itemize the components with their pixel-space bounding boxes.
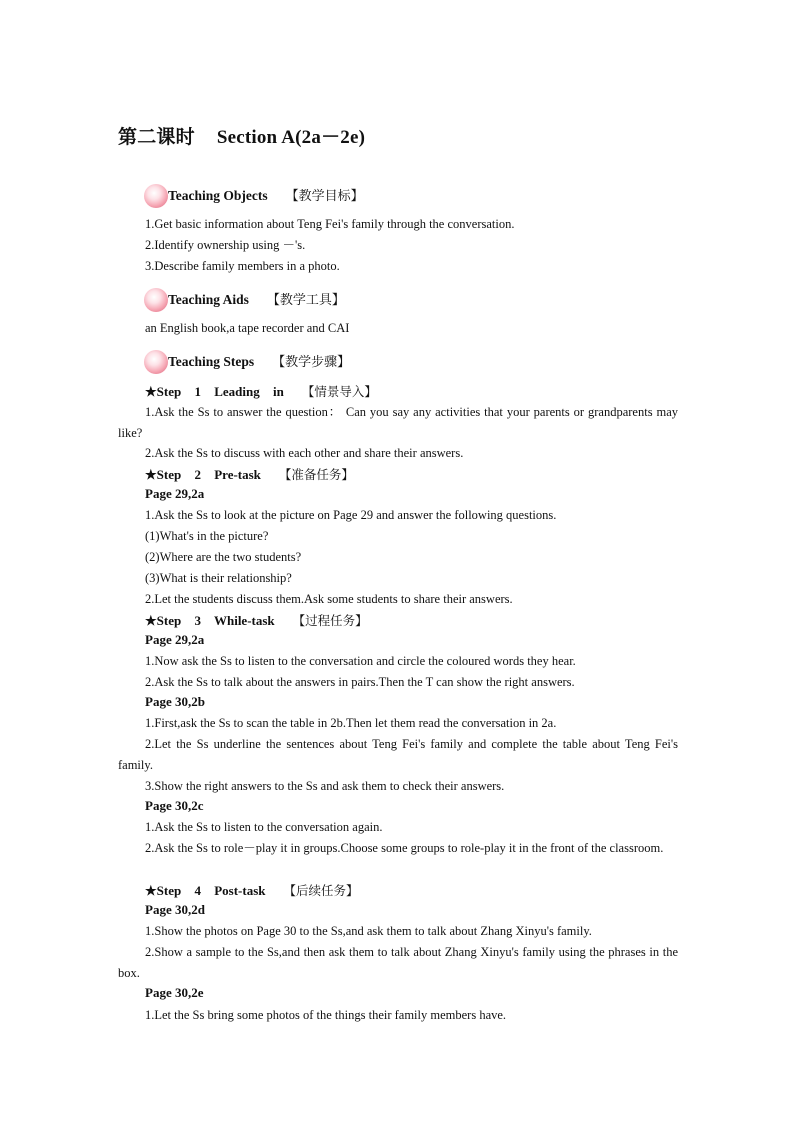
title-en: Section A(2a－2e): [216, 127, 366, 148]
step1-cn: 【情景导入】: [301, 384, 377, 399]
step1-p1: 1.Ask the Ss to answer the question： Can you say any activities that your parents or grandparents may like?: [118, 405, 678, 440]
step4-d2: 2.Show a sample to the Ss,and then ask them to talk about Zhang Xinyu's family using the phrases in the box.: [118, 945, 678, 980]
aids-text: an English book,a tape recorder and CAI: [145, 321, 350, 335]
step3-a2: 2.Ask the Ss to talk about the answers in pairs.Then the T can show the right answers.: [145, 675, 575, 689]
step4-cn: 【后续任务】: [283, 883, 359, 898]
step3-b2: 2.Let the Ss underline the sentences about Teng Fei's family and complete the table about Teng Fei's family.: [118, 737, 678, 772]
objective-item: 1.Get basic information about Teng Fei's family through the conversation.: [145, 217, 515, 231]
objective-item: 3.Describe family members in a photo.: [145, 259, 340, 273]
step4-d1: 1.Show the photos on Page 30 to the Ss,and ask them to talk about Zhang Xinyu's family.: [145, 924, 592, 938]
step2-q2: (2)Where are the two students?: [145, 550, 302, 564]
step4-page-d: Page 30,2d: [145, 902, 205, 917]
steps-heading-cn: 【教学步骤】: [272, 355, 351, 370]
objective-item: 2.Identify ownership using －'s.: [145, 238, 306, 252]
page-title: [118, 122, 365, 149]
step4-label: ★Step 4 Post-task: [145, 883, 266, 898]
step2-q3: (3)What is their relationship?: [145, 571, 292, 585]
flower-icon: [144, 350, 168, 374]
step2-p1: 1.Ask the Ss to look at the picture on Page 29 and answer the following questions.: [145, 508, 557, 522]
objectives-heading-cn: 【教学目标】: [285, 189, 364, 204]
step2-q1: (1)What's in the picture?: [145, 529, 269, 543]
objectives-heading-en: Teaching Objects: [168, 188, 268, 203]
step4-e1: 1.Let the Ss bring some photos of the things their family members have.: [145, 1008, 507, 1022]
aids-heading-cn: 【教学工具】: [266, 293, 345, 308]
step3-page-c: Page 30,2c: [145, 798, 204, 813]
title-cn: 第二课时: [118, 127, 195, 148]
step1-label: ★Step 1 Leading in: [145, 384, 284, 399]
step3-c2: 2.Ask the Ss to role－play it in groups.Choose some groups to role-play it in the front of the classroom.: [145, 841, 664, 855]
flower-icon: [144, 288, 168, 312]
aids-heading: [144, 286, 345, 308]
step3-cn: 【过程任务】: [292, 613, 368, 628]
step3-page-b: Page 30,2b: [145, 694, 205, 709]
step4-page-e: Page 30,2e: [145, 985, 204, 1000]
step4-heading: [145, 881, 359, 899]
aids-heading-en: Teaching Aids: [168, 292, 249, 307]
step1-heading: [145, 382, 377, 400]
objectives-heading: [144, 182, 364, 204]
steps-heading: [144, 348, 350, 370]
step3-c1: 1.Ask the Ss to listen to the conversation again.: [145, 820, 383, 834]
step3-a1: 1.Now ask the Ss to listen to the conversation and circle the coloured words they hear.: [145, 654, 576, 668]
step3-b3: 3.Show the right answers to the Ss and ask them to check their answers.: [145, 779, 505, 793]
step2-label: ★Step 2 Pre-task: [145, 467, 261, 482]
step3-b1: 1.First,ask the Ss to scan the table in 2b.Then let them read the conversation in 2a.: [145, 716, 557, 730]
step3-page-a: Page 29,2a: [145, 632, 205, 647]
step1-p2: 2.Ask the Ss to discuss with each other and share their answers.: [145, 446, 464, 460]
flower-icon: [144, 184, 168, 208]
step3-label: ★Step 3 While-task: [145, 613, 275, 628]
step2-page: Page 29,2a: [145, 486, 205, 501]
step2-cn: 【准备任务】: [278, 467, 354, 482]
step3-heading: [145, 611, 368, 629]
steps-heading-en: Teaching Steps: [168, 354, 255, 369]
step2-p2: 2.Let the students discuss them.Ask some students to share their answers.: [145, 592, 513, 606]
step2-heading: [145, 465, 354, 483]
